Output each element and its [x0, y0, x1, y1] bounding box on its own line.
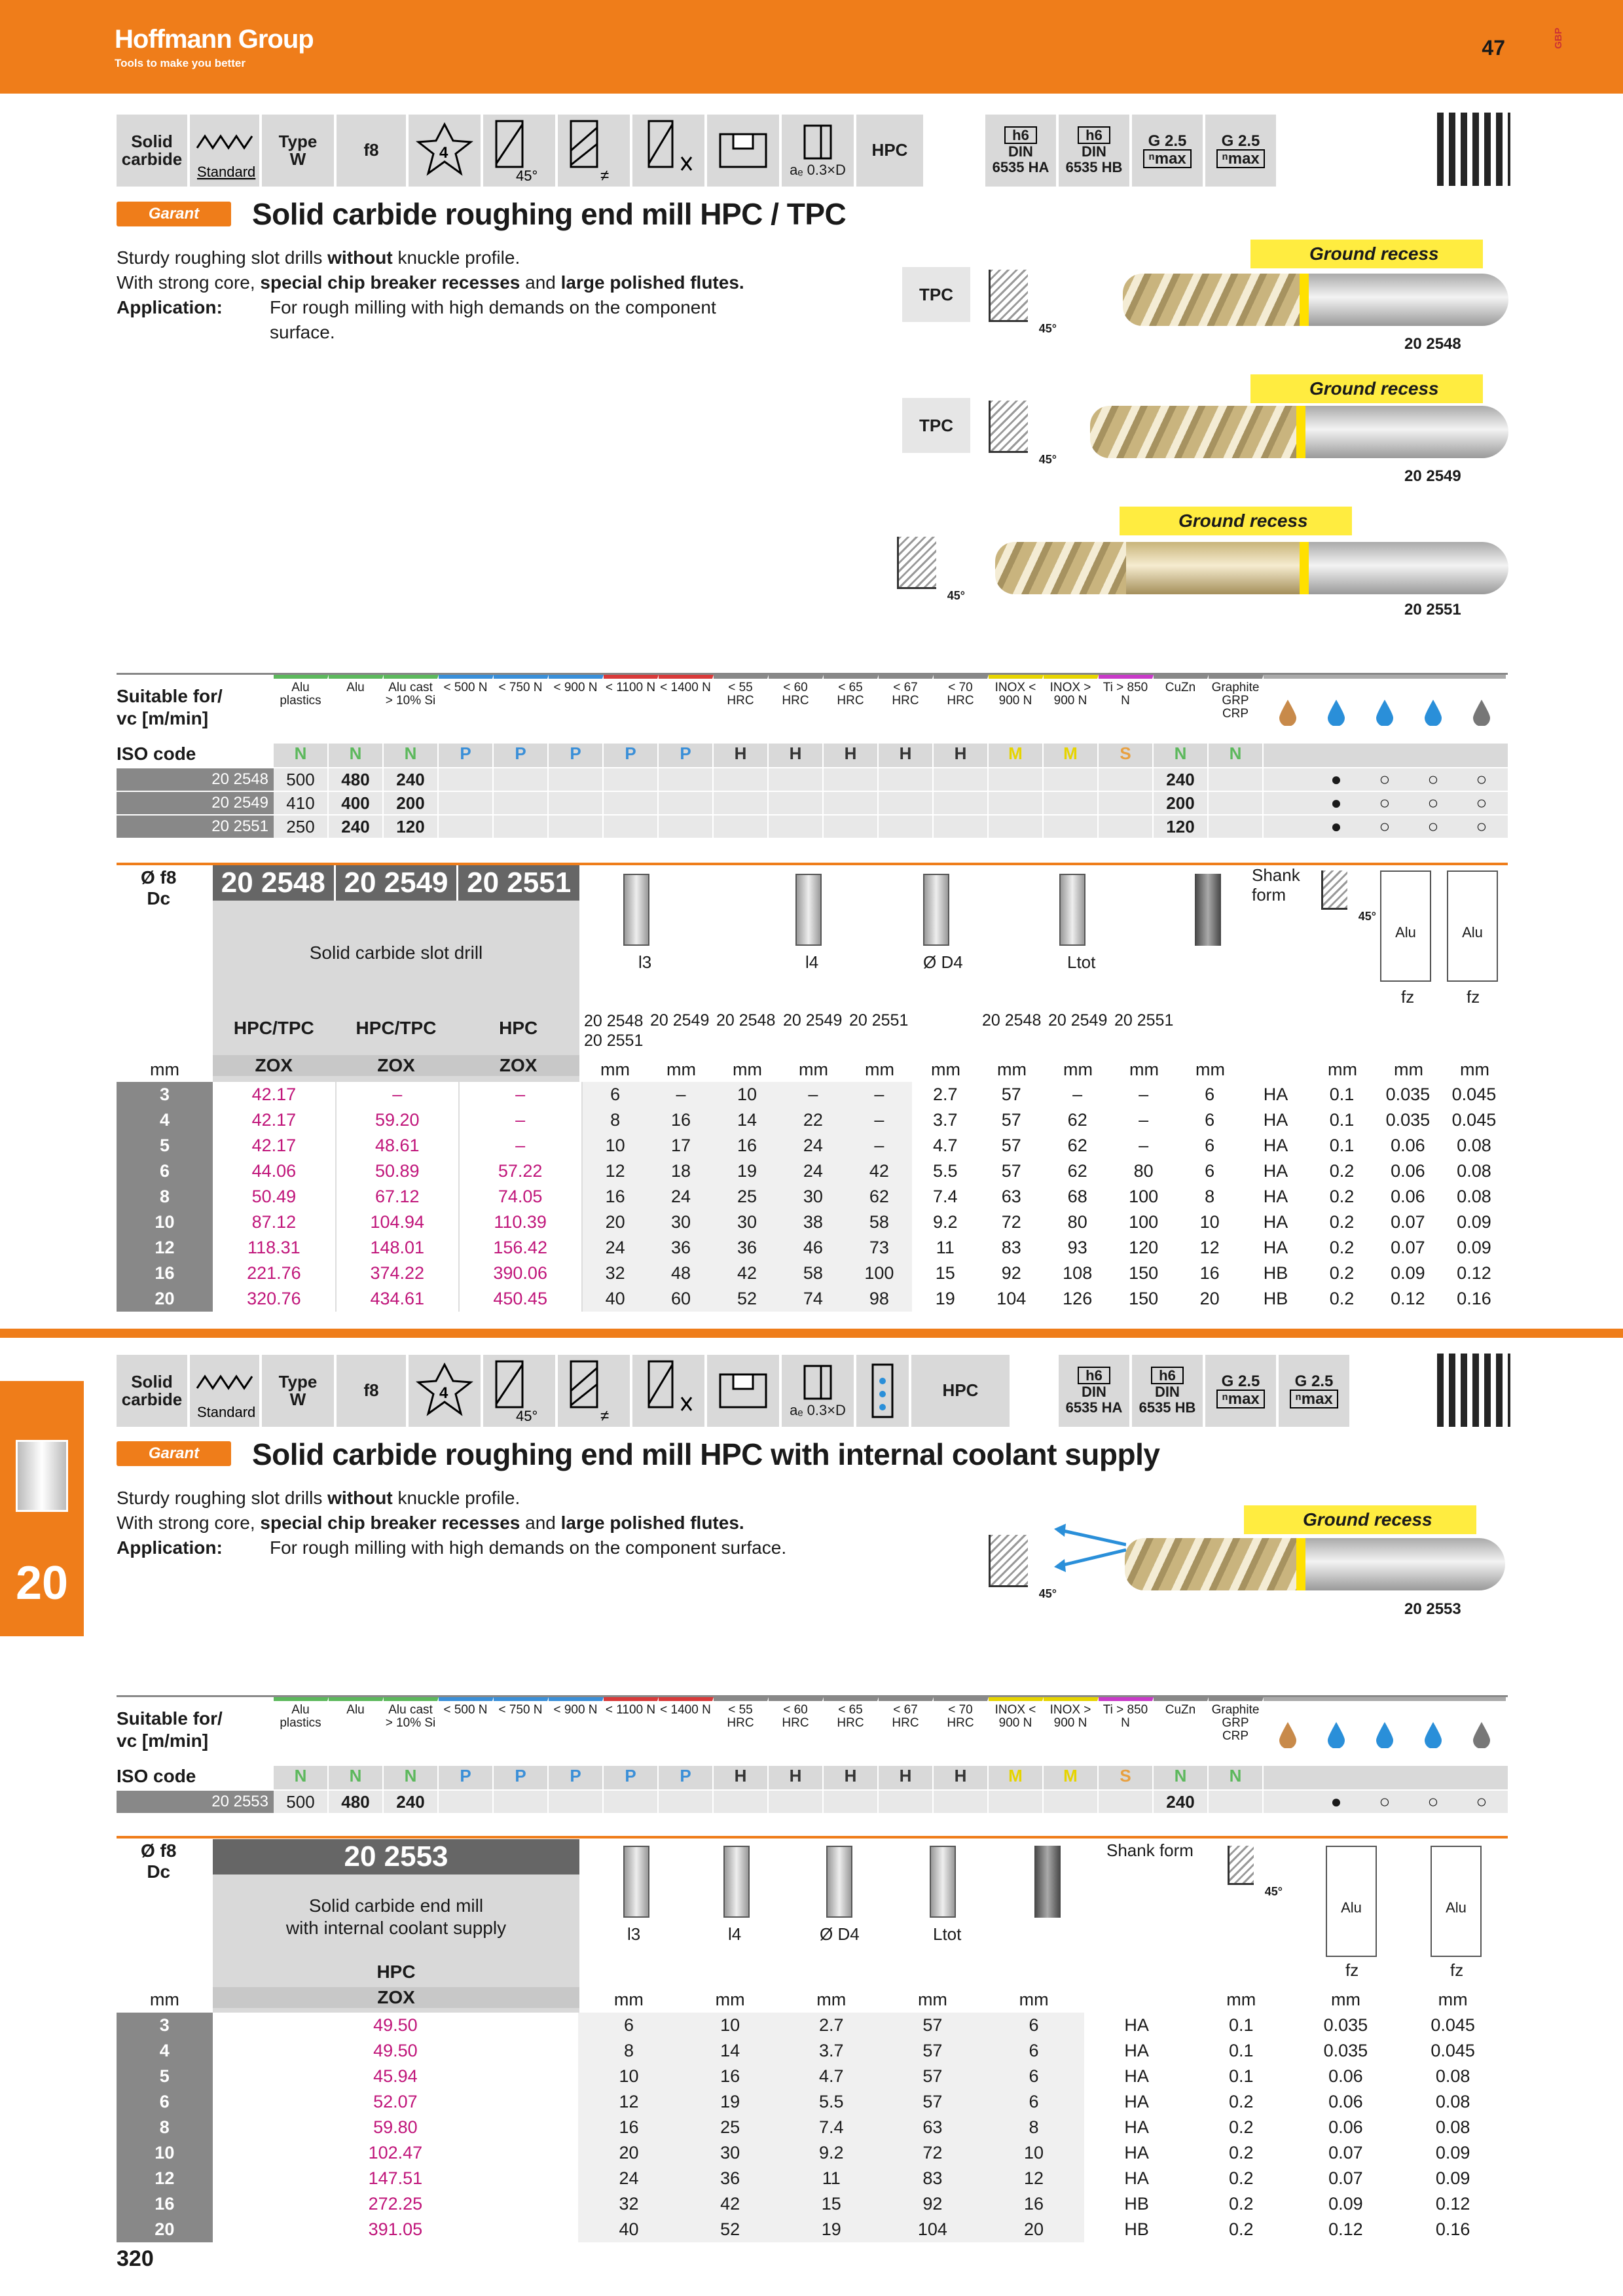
iso-code: N: [1154, 744, 1209, 767]
material-column: < 67 HRC: [879, 1697, 934, 1766]
table-row: 6 52.07 12 19 5.5 57 6 HA 0.2 0.06 0.08: [117, 2089, 1508, 2115]
balance-g25-label-1: G 2.5 ⁿmax: [1205, 1355, 1276, 1427]
qr-code-1[interactable]: [1437, 113, 1510, 186]
iso-code: M: [1044, 744, 1099, 767]
ground-recess-label: Ground recess: [1250, 240, 1483, 268]
ltot-dimension-icon: [1059, 874, 1085, 946]
svg-text:4: 4: [439, 144, 448, 162]
subheader: 20 2548: [716, 1011, 776, 1030]
iso-code: P: [549, 1766, 604, 1789]
material-column: Alu plastics: [274, 675, 329, 744]
alu-slot-icon: Alu: [1380, 870, 1431, 982]
material-column: Ti > 850 N: [1099, 1697, 1154, 1766]
iso-code-label: ISO code: [117, 1766, 274, 1789]
material-column: < 500 N: [439, 675, 494, 744]
material-column: INOX < 900 N: [989, 1697, 1044, 1766]
table-row: 12 147.51 24 36 11 83 12 HA 0.2 0.07 0.09: [117, 2166, 1508, 2191]
balance-g25-label-2: G 2.5 ⁿmax: [1205, 115, 1276, 187]
d4-label: Ø D4: [820, 1924, 860, 1944]
material-column: INOX < 900 N: [989, 675, 1044, 744]
iso-code: H: [934, 1766, 989, 1789]
article-number: 20 2549: [1404, 467, 1461, 485]
svg-text:45°: 45°: [516, 168, 538, 183]
iso-code: P: [659, 744, 714, 767]
brand-logo: Hoffmann Group Tools to make you better: [115, 25, 314, 69]
garant-brand-logo: Garant: [117, 1441, 231, 1466]
coating-row: ZOX ZOX ZOX: [213, 1055, 579, 1076]
solid-carbide-label: Solid carbide: [117, 115, 187, 187]
article-number: 20 2551: [1404, 601, 1461, 619]
four-flutes-icon: [409, 1355, 481, 1427]
material-column: < 1400 N: [659, 675, 714, 744]
oil-cooling-icon: [1264, 1697, 1312, 1766]
standard-profile-icon: [190, 1355, 259, 1427]
iso-code: P: [494, 1766, 549, 1789]
emulsion-icon: [1312, 675, 1360, 744]
page-corner-number: 47: [1482, 36, 1505, 60]
dry-icon: [1409, 1697, 1457, 1766]
iso-code: P: [604, 744, 659, 767]
material-column: < 55 HRC: [714, 1697, 769, 1766]
divider: [117, 1836, 1508, 1839]
material-column: Graphite GRP CRP: [1209, 675, 1264, 744]
unequal-pitch-icon: [558, 1355, 630, 1427]
iso-code: N: [1209, 1766, 1264, 1789]
table-row: 10 87.12 104.94 110.39 20 30 30 38 58 9.2 72 80 100 10 HA 0.2 0.07 0.09: [117, 1210, 1507, 1235]
material-column: < 1100 N: [604, 675, 659, 744]
oil-cooling-icon: [1264, 675, 1312, 744]
material-column: < 55 HRC: [714, 675, 769, 744]
din-6535hb-label: h6 DIN 6535 HB: [1132, 1355, 1203, 1427]
drill-icon: [16, 1440, 68, 1512]
iso-code: N: [1209, 744, 1264, 767]
tool-type: HPC: [376, 1962, 416, 1982]
ground-recess-label: Ground recess: [1244, 1505, 1476, 1534]
iso-code: H: [714, 744, 769, 767]
ltot-label: Ltot: [1067, 952, 1096, 972]
iso-code: H: [824, 1766, 879, 1789]
standard-profile-icon: [190, 115, 259, 187]
ground-recess-label: Ground recess: [1250, 374, 1483, 403]
product-description-2: Sturdy roughing slot drills without knuckle profile. With strong core, special chip breaker recesses and large polished flutes. Application: For rough milling with high demands on the component surface.: [117, 1488, 787, 1558]
units-row-1: mm mm mm mm mm mm mm mm mm mm mm mm mm mm: [150, 1060, 1489, 1079]
alu-slot-icon: Alu: [1326, 1846, 1377, 1957]
l3-dimension-icon: [623, 874, 649, 946]
table-row: 5 42.17 48.61 – 10 17 16 24 – 4.7 57 62 – 6 HA 0.1 0.06 0.08: [117, 1133, 1507, 1158]
l3-label: l3: [638, 952, 652, 972]
material-column: Alu cast > 10% Si: [384, 675, 439, 744]
article-202548: 20 2548: [213, 865, 336, 901]
ground-recess-label: Ground recess: [1120, 507, 1352, 535]
chapter-tab-20[interactable]: 20: [0, 1381, 84, 1636]
balance-g25-label-1: G 2.5 ⁿmax: [1132, 115, 1203, 187]
table-row: 20 391.05 40 52 19 104 20 HB 0.2 0.12 0.16: [117, 2217, 1508, 2242]
ground-recess-mark: [1300, 542, 1309, 594]
chamfer-45-icon: 45°: [989, 1535, 1028, 1587]
vc-row: 20 2549 410 400 200 200 ● ○ ○ ○: [117, 791, 1508, 814]
material-column: < 900 N: [549, 675, 604, 744]
shank-form-label: Shank form: [1106, 1840, 1194, 1860]
svg-text:≠: ≠: [600, 167, 610, 183]
iso-code: H: [714, 1766, 769, 1789]
subheader: 20 2551: [849, 1011, 909, 1030]
chamfer-45-icon: 45°: [1321, 870, 1347, 910]
iso-code: M: [1044, 1766, 1099, 1789]
subheader: 20 2549: [783, 1011, 843, 1030]
ae-icon: aₑ 0.3×D: [782, 1355, 854, 1427]
iso-code: P: [439, 1766, 494, 1789]
iso-code: N: [274, 744, 329, 767]
article-202553: 20 2553: [213, 1839, 579, 1874]
fz-label: fz: [1450, 1960, 1464, 1980]
iso-code: P: [549, 744, 604, 767]
article-number: 20 2548: [1404, 335, 1461, 353]
iso-code: S: [1099, 744, 1154, 767]
ground-recess-mark: [1296, 406, 1305, 458]
l4-dimension-icon: [723, 1846, 750, 1918]
iso-code: P: [604, 1766, 659, 1789]
tool-flutes: [1125, 1538, 1296, 1590]
solid-carbide-label: Solid carbide: [117, 1355, 187, 1427]
material-column: Alu: [329, 675, 384, 744]
hpc-label: HPC: [911, 1355, 1010, 1427]
material-column: < 500 N: [439, 1697, 494, 1766]
d4-dimension-icon: [923, 874, 949, 946]
chamfer-45-icon: 45°: [989, 270, 1028, 322]
iso-code: N: [329, 744, 384, 767]
iso-code: M: [989, 744, 1044, 767]
table-row: 20 320.76 434.61 450.45 40 60 52 74 98 19 104 126 150 20 HB 0.2 0.12 0.16: [117, 1286, 1507, 1312]
iso-code: P: [439, 744, 494, 767]
article-numbers-header: [213, 865, 579, 901]
iso-code: N: [274, 1766, 329, 1789]
d4-label: Ø D4: [923, 952, 963, 972]
iso-code: H: [824, 744, 879, 767]
chamfer-45-icon: 45°: [897, 537, 936, 589]
iso-code: H: [934, 744, 989, 767]
alu-side-icon: Alu: [1431, 1846, 1482, 1957]
table-row: 10 102.47 20 30 9.2 72 10 HA 0.2 0.07 0.09: [117, 2140, 1508, 2166]
tolerance-f8-label: f8: [337, 115, 406, 187]
diameter-header: Ø f8 Dc: [141, 1840, 177, 1882]
slot-milling-icon: [707, 115, 779, 187]
l3-dimension-icon: [623, 1846, 649, 1918]
garant-brand-logo: Garant: [117, 202, 231, 226]
iso-code: H: [879, 744, 934, 767]
subheader: 20 2548: [982, 1011, 1042, 1030]
tool-neck: [1126, 542, 1300, 594]
four-flutes-icon: [409, 115, 481, 187]
fz-label: fz: [1345, 1960, 1359, 1980]
ltot-dimension-icon: [930, 1846, 956, 1918]
iso-code: N: [384, 744, 439, 767]
fz-label: fz: [1467, 987, 1480, 1007]
iso-code: S: [1099, 1766, 1154, 1789]
article-description: Solid carbide slot drill: [309, 942, 483, 963]
iso-code: N: [1154, 1766, 1209, 1789]
material-column: Alu: [329, 1697, 384, 1766]
svg-text:4: 4: [439, 1384, 448, 1402]
material-column: < 1400 N: [659, 1697, 714, 1766]
unequal-pitch-icon: [558, 115, 630, 187]
slot-milling-icon: [707, 1355, 779, 1427]
ground-recess-mark: [1296, 1538, 1305, 1590]
suitable-for-label: Suitable for/ vc [m/min]: [117, 686, 223, 728]
material-column: Ti > 850 N: [1099, 675, 1154, 744]
tpc-tag: TPC: [902, 398, 970, 453]
ae-icon: aₑ 0.3×D: [782, 115, 854, 187]
tool-flutes: [995, 542, 1126, 594]
d4-dimension-icon: [826, 1846, 852, 1918]
table-row: 16 272.25 32 42 15 92 16 HB 0.2 0.09 0.12: [117, 2191, 1508, 2217]
shank-icon: [1034, 1846, 1061, 1918]
iso-code: M: [989, 1766, 1044, 1789]
coating: ZOX: [213, 1987, 579, 2008]
article-description: Solid carbide end mill with internal coolant supply: [285, 1895, 507, 1938]
tool-type-row: HPC/TPC HPC/TPC HPC: [233, 1018, 538, 1038]
alu-side-icon: Alu: [1447, 870, 1498, 982]
table-row: 8 50.49 67.12 74.05 16 24 25 30 62 7.4 63 68 100 8 HA 0.2 0.06 0.08: [117, 1184, 1507, 1210]
material-column: Alu cast > 10% Si: [384, 1697, 439, 1766]
tool-shank: [1305, 406, 1508, 458]
material-column: < 60 HRC: [769, 1697, 824, 1766]
article-number: 20 2553: [1404, 1600, 1461, 1618]
type-w-label: Type W: [262, 1355, 334, 1427]
material-column: INOX > 900 N: [1044, 1697, 1099, 1766]
page-header: [0, 0, 1623, 94]
internal-coolant-icon: [856, 1355, 909, 1427]
svg-text:≠: ≠: [600, 1407, 610, 1424]
table-row: 4 42.17 59.20 – 8 16 14 22 – 3.7 57 62 – 6 HA 0.1 0.035 0.045: [117, 1107, 1507, 1133]
tool-flutes: [1123, 274, 1300, 326]
material-column: < 750 N: [494, 1697, 549, 1766]
page-number: 320: [117, 2246, 154, 2271]
ramping-icon: [632, 1355, 704, 1427]
din-6535hb-label: h6 DIN 6535 HB: [1059, 115, 1129, 187]
suitability-table-1: [117, 673, 1508, 838]
material-column: < 70 HRC: [934, 675, 989, 744]
l4-dimension-icon: [795, 874, 822, 946]
l3-label: l3: [627, 1924, 641, 1944]
iso-code: N: [329, 1766, 384, 1789]
table-row: 12 118.31 148.01 156.42 24 36 36 46 73 11 83 93 120 12 HA 0.2 0.07 0.09: [117, 1235, 1507, 1261]
ramping-icon: [632, 115, 704, 187]
suitability-table-2: [117, 1695, 1508, 1813]
balance-g25-label-2: G 2.5 ⁿmax: [1279, 1355, 1349, 1427]
table-row: 6 44.06 50.89 57.22 12 18 19 24 42 5.5 57 62 80 6 HA 0.2 0.06 0.08: [117, 1158, 1507, 1184]
language-code: GBP: [1553, 27, 1565, 49]
article-202549: 20 2549: [336, 865, 459, 901]
mist-icon: [1360, 1697, 1409, 1766]
air-icon: [1457, 675, 1506, 744]
iso-code: P: [659, 1766, 714, 1789]
product-title-2: Solid carbide roughing end mill HPC with internal coolant supply: [252, 1437, 1160, 1471]
tool-shank: [1305, 1538, 1505, 1590]
tool-flutes: [1090, 406, 1296, 458]
chamfer-45-icon: 45°: [1228, 1846, 1254, 1885]
subheader: 20 2549: [650, 1011, 710, 1030]
emulsion-icon: [1312, 1697, 1360, 1766]
tool-shank: [1309, 542, 1508, 594]
vc-row: 20 2551 250 240 120 120 ● ○ ○ ○: [117, 814, 1508, 838]
material-column: < 1100 N: [604, 1697, 659, 1766]
units-row-2: mm mm mm mm mm mm mm mm mm: [149, 1990, 1468, 2009]
vc-row: 20 2553 500 480 240 240 ● ○ ○ ○: [117, 1789, 1508, 1813]
mist-icon: [1360, 675, 1409, 744]
table-row: 3 49.50 6 10 2.7 57 6 HA 0.1 0.035 0.045: [117, 2013, 1508, 2038]
svg-text:Standard: Standard: [197, 1404, 256, 1420]
article-202551: 20 2551: [467, 867, 572, 899]
iso-code-label: ISO code: [117, 744, 274, 767]
iso-code: H: [769, 1766, 824, 1789]
iso-code: P: [494, 744, 549, 767]
material-column: < 67 HRC: [879, 675, 934, 744]
shank-icon: [1195, 874, 1221, 946]
ltot-label: Ltot: [933, 1924, 962, 1944]
table-row: 16 221.76 374.22 390.06 32 48 42 58 100 15 92 108 150 16 HB 0.2 0.09 0.12: [117, 1261, 1507, 1286]
tolerance-f8-label: f8: [337, 1355, 406, 1427]
material-column: CuZn: [1154, 1697, 1209, 1766]
type-w-label: Type W: [262, 115, 334, 187]
svg-text:Standard: Standard: [197, 164, 256, 180]
material-column: INOX > 900 N: [1044, 675, 1099, 744]
svg-text:45°: 45°: [516, 1408, 538, 1424]
material-column: Graphite GRP CRP: [1209, 1697, 1264, 1766]
subheader: 20 2549: [1048, 1011, 1108, 1030]
l4-label: l4: [805, 952, 819, 972]
table-row: 8 59.80 16 25 7.4 63 8 HA 0.2 0.06 0.08: [117, 2115, 1508, 2140]
din-6535ha-label: h6 DIN 6535 HA: [1059, 1355, 1129, 1427]
material-column: CuZn: [1154, 675, 1209, 744]
chamfer-45-icon: 45°: [989, 401, 1028, 453]
product-title-1: Solid carbide roughing end mill HPC / TPC: [252, 197, 847, 231]
qr-code-2[interactable]: [1437, 1354, 1510, 1427]
product-description-1: Sturdy roughing slot drills without knuckle profile. With strong core, special chip breaker recesses and large polished flutes. Application: For rough milling with high demands on the component surface.: [117, 247, 744, 342]
ground-recess-mark: [1300, 274, 1309, 326]
vc-row: 20 2548 500 480 240 240 ● ○ ○ ○: [117, 767, 1508, 791]
helix-45-icon: [483, 1355, 555, 1427]
iso-code: H: [769, 744, 824, 767]
material-column: < 65 HRC: [824, 675, 879, 744]
diameter-header: Ø f8 Dc: [141, 867, 177, 908]
l4-label: l4: [728, 1924, 742, 1944]
tpc-tag: TPC: [902, 267, 970, 322]
suitable-for-label: Suitable for/ vc [m/min]: [117, 1708, 223, 1751]
material-column: < 60 HRC: [769, 675, 824, 744]
table-row: 4 49.50 8 14 3.7 57 6 HA 0.1 0.035 0.045: [117, 2038, 1508, 2064]
subheader-l3: 20 2548 20 2551: [584, 1012, 644, 1050]
iso-code: H: [879, 1766, 934, 1789]
table-row: 3 42.17 – – 6 – 10 – – 2.7 57 – – 6 HA 0.1 0.035 0.045: [117, 1082, 1507, 1107]
material-column: < 65 HRC: [824, 1697, 879, 1766]
subheader: 20 2551: [1114, 1011, 1174, 1030]
tool-shank: [1309, 274, 1508, 326]
shank-form-label: Shank form: [1252, 865, 1300, 905]
material-column: < 900 N: [549, 1697, 604, 1766]
coolant-arrows-icon: [1054, 1518, 1126, 1577]
din-6535ha-label: h6 DIN 6535 HA: [985, 115, 1056, 187]
main-table-1: [117, 1082, 1508, 1312]
main-table-2: [117, 2013, 1508, 2242]
helix-45-icon: [483, 115, 555, 187]
air-icon: [1457, 1697, 1506, 1766]
iso-code: N: [384, 1766, 439, 1789]
material-column: Alu plastics: [274, 1697, 329, 1766]
table-row: 5 45.94 10 16 4.7 57 6 HA 0.1 0.06 0.08: [117, 2064, 1508, 2089]
dry-icon: [1409, 675, 1457, 744]
section-divider: [0, 1329, 1623, 1338]
material-column: < 70 HRC: [934, 1697, 989, 1766]
hpc-label: HPC: [856, 115, 923, 187]
material-column: < 750 N: [494, 675, 549, 744]
fz-label: fz: [1401, 987, 1415, 1007]
